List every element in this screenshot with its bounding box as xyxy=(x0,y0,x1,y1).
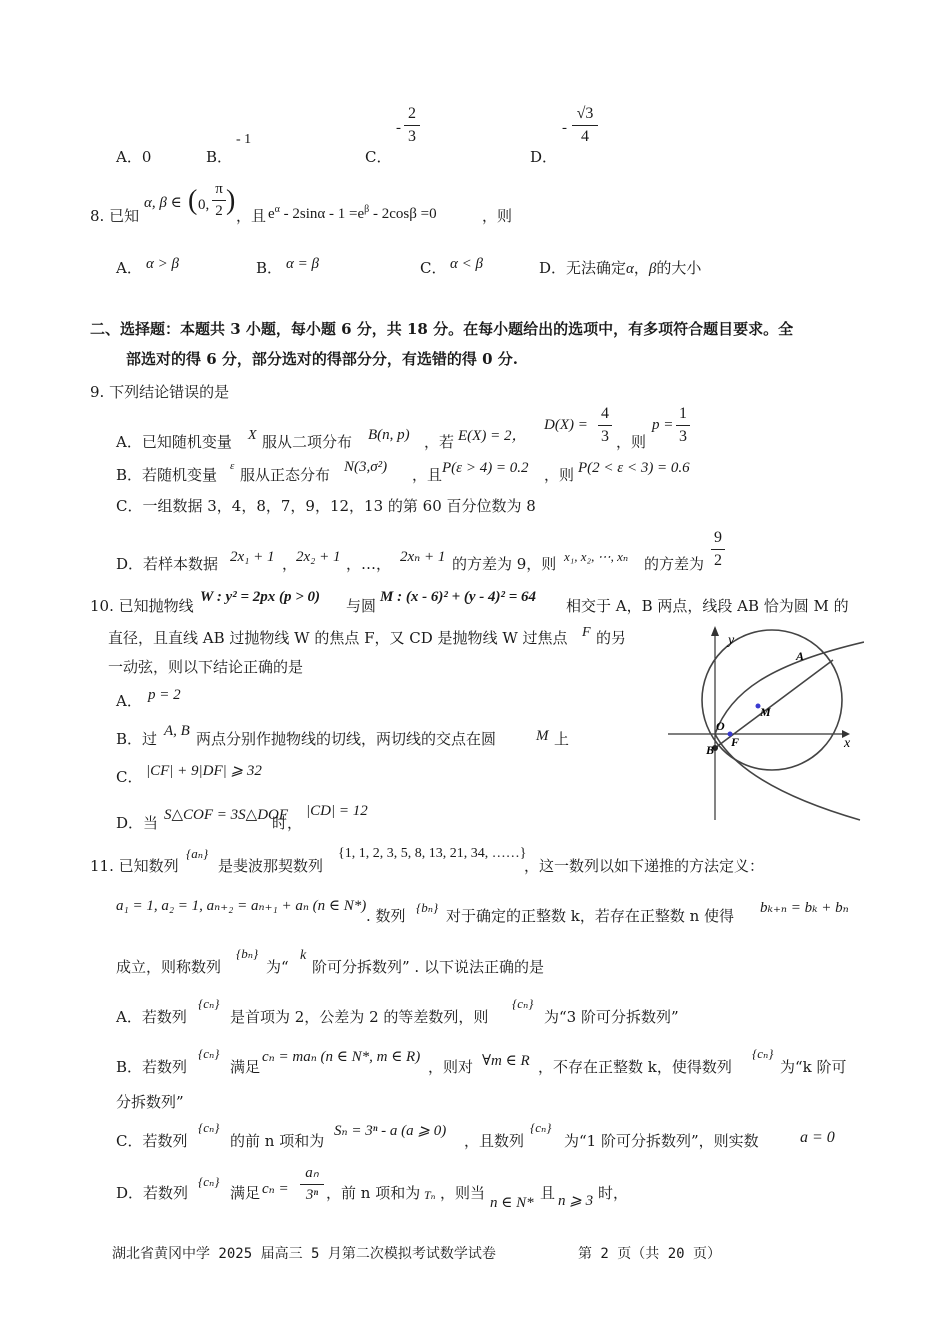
q9-b-mid: 服从正态分布 xyxy=(240,466,331,484)
q8-option-c: C． xyxy=(420,259,447,277)
q11-b-mid2: ，则对 xyxy=(428,1058,474,1076)
q11-recurrence: a₁ = 1, a₂ = 1, aₙ₊₂ = aₙ₊₁ + aₙ (n ∈ N*) xyxy=(116,898,367,914)
frac-den: 3 xyxy=(679,428,687,445)
frac-den: 2 xyxy=(215,202,223,219)
q11-mid4: 对于确定的正整数 k，若存在正整数 n 使得 xyxy=(446,907,735,925)
q8-option-b: B． xyxy=(256,259,283,277)
q8-option-a: A． xyxy=(116,259,142,277)
q11-d-mid2: ，前 n 项和为 xyxy=(326,1184,421,1202)
q7-option-c-sign: - xyxy=(396,120,401,136)
frac-num: √3 xyxy=(576,105,594,122)
q10-b-m: M xyxy=(536,728,549,744)
q8-d-alpha: α xyxy=(626,261,634,277)
q8-label: 8. 已知 xyxy=(90,207,140,225)
eq-sup: β xyxy=(364,204,370,215)
q9-a-mid: 服从二项分布 xyxy=(262,433,353,451)
q9-option-c: C．一组数据 3，4，8，7，9，12，13 的第 60 百分位数为 8 xyxy=(116,497,536,515)
q10-pre: 10. 已知抛物线 xyxy=(90,597,194,615)
q10-circle: M : (x - 6)² + (y - 4)² = 64 xyxy=(380,589,537,605)
footer-school: 湖北省黄冈中学 2025 届高三 5 月第二次模拟考试数学试卷 xyxy=(112,1246,496,1262)
q10-line2-focus: F xyxy=(582,625,591,640)
q9-b-and: ，且 xyxy=(412,466,443,484)
frac-num: 9 xyxy=(714,529,722,546)
label-b: B xyxy=(706,743,715,757)
q11-b-forall: ∀m ∈ R xyxy=(482,1053,530,1069)
eq-part: e xyxy=(268,206,275,222)
q8-d-text: D．无法确定 xyxy=(539,259,627,277)
q11-option-d: D．若数列 xyxy=(116,1184,189,1202)
q9-a-variance-fraction xyxy=(598,404,612,447)
q8-interval-left: 0, xyxy=(198,197,210,213)
q9-a-variance: D(X) = xyxy=(544,417,588,433)
frac-den: 3 xyxy=(601,428,609,445)
q11-d-n3: n ⩾ 3 xyxy=(558,1193,594,1209)
frac-den: 2 xyxy=(714,552,722,569)
q9-d-fraction xyxy=(711,528,725,571)
q9-option-b: B．若随机变量 xyxy=(116,466,218,484)
q9-a-p: p = xyxy=(652,417,674,433)
q8-mid: ，且 xyxy=(236,207,267,225)
footer-page: 第 2 页（共 20 页） xyxy=(578,1246,722,1262)
section2-line1: 二、选择题：本题共 3 小题，每小题 6 分，共 18 分。在每小题给出的选项中，有多项符合题目要求。全 xyxy=(90,320,794,338)
q11-a-cn: {cₙ} xyxy=(198,996,220,1011)
q9-b-epsilon: ε xyxy=(230,460,235,472)
q7-option-d: D． xyxy=(530,148,558,166)
q7-option-a: A．0 xyxy=(116,148,152,166)
q11-option-b: B．若数列 xyxy=(116,1058,188,1076)
q11-mid1: 是斐波那契数列 xyxy=(218,857,324,875)
q9-a-var: X xyxy=(248,428,257,443)
q10-a-math: p = 2 xyxy=(148,687,181,703)
q10-b-end: 上 xyxy=(554,730,570,748)
q11-bn: {bₙ} xyxy=(416,900,439,915)
eq-part: - 2sinα - 1 =e xyxy=(279,206,365,222)
q9-option-a xyxy=(116,433,232,451)
q10-line3: 一动弦，则以下结论正确的是 xyxy=(108,658,304,676)
q9-d-samplen: 2xₙ + 1 xyxy=(400,549,446,565)
label-f: F xyxy=(731,735,740,749)
q10-option-c: C． xyxy=(116,768,143,786)
q9-d-end: 的方差为 xyxy=(644,555,705,573)
q9-b-prob1: P(ε > 4) = 0.2 xyxy=(442,460,529,476)
q11-option-c: C．若数列 xyxy=(116,1132,188,1150)
eq-sup: α xyxy=(274,204,280,215)
q11-c-a: a = 0 xyxy=(800,1129,835,1146)
frac-num: π xyxy=(215,181,223,197)
q11-d-mid3: ，则当 xyxy=(440,1184,486,1202)
y-axis-arrow-icon xyxy=(711,626,719,636)
q11-a-mid: 是首项为 2，公差为 2 的等差数列，则 xyxy=(230,1008,489,1026)
frac-num: 1 xyxy=(679,405,687,422)
q11-c-cn: {cₙ} xyxy=(198,1120,220,1135)
q10-c-math: |CF| + 9|DF| ⩾ 32 xyxy=(146,763,262,779)
q9-a-if: ，若 xyxy=(424,433,455,451)
q11-b-end: 为“k 阶可 xyxy=(780,1058,847,1076)
label-a: A xyxy=(796,649,805,663)
q7-option-d-sign: - xyxy=(562,120,567,136)
q9-d-sample2: 2x₂ + 1 xyxy=(296,549,341,565)
frac-num: aₙ xyxy=(305,1165,319,1181)
label-y: y xyxy=(728,633,735,648)
q9-a-pre: A．已知随机变量 xyxy=(116,433,232,451)
q11-c-end: 为“1 阶可分拆数列”，则实数 xyxy=(564,1132,759,1150)
q11-d-fraction xyxy=(300,1164,324,1205)
frac-den: 3ⁿ xyxy=(305,1186,319,1203)
q11-b-mid: 满足 xyxy=(230,1058,261,1076)
q7-option-c-fraction xyxy=(404,104,420,147)
q8-option-d xyxy=(539,259,701,278)
q11-line3-mid: 为“ xyxy=(266,958,289,976)
q7-option-c: C． xyxy=(365,148,392,166)
q11-b-cn2: {cₙ} xyxy=(752,1046,774,1061)
q8-d-beta: β xyxy=(648,261,657,277)
q8-d-comma: ， xyxy=(633,259,649,277)
q8-option-a-math: α > β xyxy=(146,256,179,272)
q9-b-normal: N(3,σ²) xyxy=(344,459,388,475)
eq-part: - 2cosβ =0 xyxy=(369,206,437,222)
q11-b-line2: 分拆数列” xyxy=(116,1093,184,1111)
q11-c-mid: 的前 n 项和为 xyxy=(230,1132,325,1150)
label-m: M xyxy=(760,705,771,719)
q11-d-and: 且 xyxy=(540,1184,556,1202)
q9-a-binomial: B(n, p) xyxy=(368,427,410,443)
label-x: x xyxy=(844,736,851,751)
q11-b-math: cₙ = maₙ (n ∈ N*, m ∈ R) xyxy=(262,1049,421,1065)
q8-d-end: 的大小 xyxy=(656,259,702,277)
q9-option-d: D．若样本数据 xyxy=(116,555,219,573)
q11-line3-end: 阶可分拆数列” . 以下说法正确的是 xyxy=(312,958,544,976)
q10-d-math: S△COF = 3S△DOF xyxy=(164,807,289,823)
q10-parabola: W : y² = 2px (p > 0) xyxy=(200,589,321,605)
q9-d-sep1: ， xyxy=(282,555,298,573)
q9-a-expectation: E(X) = 2， xyxy=(458,428,527,444)
q10-b-ab: A, B xyxy=(164,723,190,739)
q11-b-cn: {cₙ} xyxy=(198,1046,220,1061)
q11-line3-bn: {bₙ} xyxy=(236,946,259,961)
circle-m xyxy=(702,630,842,770)
q9-b-prob2: P(2 < ε < 3) = 0.6 xyxy=(578,460,690,476)
q10-b-mid: 两点分别作抛物线的切线，两切线的交点在圆 xyxy=(196,730,497,748)
q8-option-c-math: α < β xyxy=(450,256,483,272)
q10-option-d: D．当 xyxy=(116,814,159,832)
q11-d-c: cₙ = xyxy=(262,1181,289,1197)
q11-b-mid3: ，不存在正整数 k，使得数列 xyxy=(538,1058,732,1076)
q10-line2: 直径，且直线 AB 过抛物线 W 的焦点 F，又 CD 是抛物线 W 过焦点 xyxy=(108,629,568,647)
q11-a-end: 为“3 阶可分拆数列” xyxy=(544,1008,679,1026)
q10-with: 与圆 xyxy=(346,597,377,615)
q8-condition: α, β ∈ xyxy=(144,195,182,211)
q9-a-then: ，则 xyxy=(616,433,647,451)
q8-paren-left: ( xyxy=(188,185,198,216)
frac-num: 4 xyxy=(601,405,609,422)
q11-line3-pre: 成立，则称数列 xyxy=(116,958,222,976)
q9-d-sample1: 2x₁ + 1 xyxy=(230,549,275,565)
q10-option-a: A． xyxy=(116,692,142,710)
frac-den: 4 xyxy=(581,128,589,145)
frac-num: 2 xyxy=(408,105,416,122)
q11-an: {aₙ} xyxy=(186,846,209,861)
q8-option-b-math: α = β xyxy=(286,256,319,272)
q11-mid2: ，这一数列以如下递推的方法定义： xyxy=(524,857,765,875)
q10-line2-end: 的另 xyxy=(596,629,627,647)
q9-d-sep2: ，…， xyxy=(346,555,392,573)
q9-stem: 9. 下列结论错误的是 xyxy=(90,383,230,401)
q11-d-mid: 满足 xyxy=(230,1184,261,1202)
q11-c-cn2: {cₙ} xyxy=(530,1120,552,1135)
q11-sequence: {1, 1, 2, 3, 5, 8, 13, 21, 34, ……} xyxy=(338,846,527,861)
q10-d-mid: 时， xyxy=(272,814,303,832)
q11-option-a: A．若数列 xyxy=(116,1008,187,1026)
q11-pre: 11. 已知数列 xyxy=(90,857,179,875)
q9-d-xs: x₁, x₂, ⋯, xₙ xyxy=(564,549,629,564)
q11-line3-k: k xyxy=(300,948,307,963)
q11-a-cn2: {cₙ} xyxy=(512,996,534,1011)
q8-pi-over-2 xyxy=(212,180,226,221)
q8-paren-right: ) xyxy=(226,185,236,216)
q11-d-end: 时， xyxy=(598,1184,629,1202)
q7-option-b-value: - 1 xyxy=(236,132,252,147)
q11-d-cn: {cₙ} xyxy=(198,1174,220,1189)
q8-end: ，则 xyxy=(482,207,513,225)
section2-line2: 部选对的得 6 分，部分选对的得部分分，有选错的得 0 分. xyxy=(126,350,518,368)
q10-line1-end: 相交于 A，B 两点，线段 AB 恰为圆 M 的 xyxy=(566,597,849,615)
q9-d-mid: 的方差为 9，则 xyxy=(452,555,557,573)
q10-figure xyxy=(664,620,864,825)
q10-d-math2: |CD| = 12 xyxy=(306,803,368,819)
q8-equation xyxy=(268,204,437,223)
q7-option-d-fraction xyxy=(572,104,598,147)
q11-bcond: bₖ₊ₙ = bₖ + bₙ xyxy=(760,900,849,916)
q9-a-p-fraction xyxy=(676,404,690,447)
q11-c-math: Sₙ = 3ⁿ - a (a ⩾ 0) xyxy=(334,1123,447,1139)
frac-den: 3 xyxy=(408,128,416,145)
q10-option-b: B．过 xyxy=(116,730,158,748)
label-o: O xyxy=(716,719,725,733)
q11-d-t: Tₙ xyxy=(424,1188,436,1202)
q11-d-n: n ∈ N* xyxy=(490,1195,534,1211)
q11-mid3: . 数列 xyxy=(366,907,406,925)
q9-b-then: ，则 xyxy=(544,466,575,484)
q11-c-mid2: ，且数列 xyxy=(464,1132,525,1150)
q7-option-b: B． xyxy=(206,148,233,166)
